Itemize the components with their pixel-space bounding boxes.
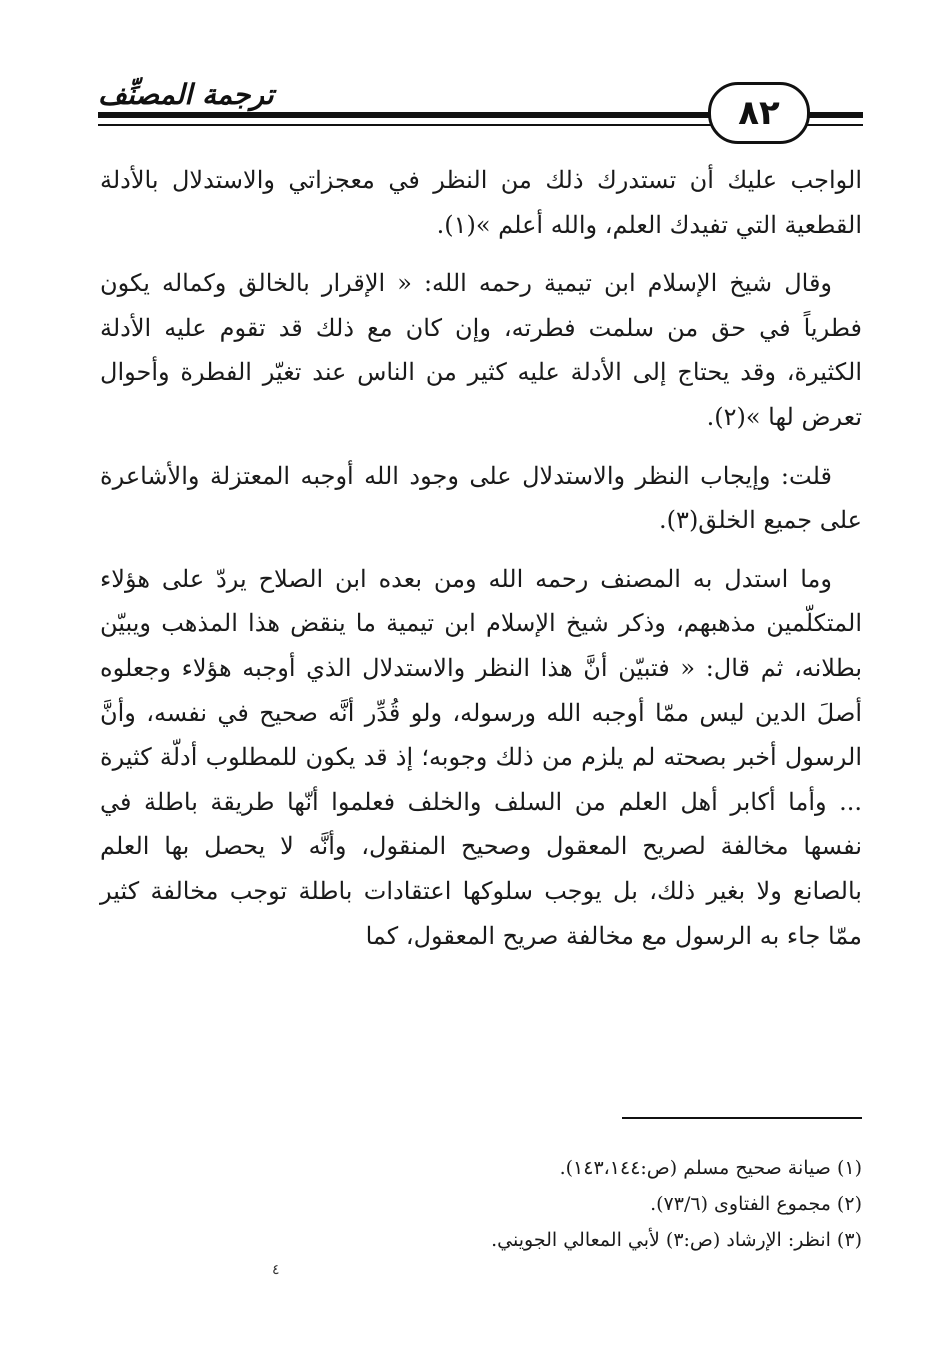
running-title: ترجمة المصنِّف (98, 78, 274, 111)
stray-mark: ٤ (272, 1262, 280, 1278)
footnotes (300, 1150, 862, 1258)
paragraph: قلت: وإيجاب النظر والاستدلال على وجود الله أوجبه المعتزلة والأشاعرة على جميع الخلق(٣). (100, 461, 862, 535)
paragraph: وما استدل به المصنف رحمه الله ومن بعده ابن الصلاح يردّ على هؤلاء المتكلّمين مذهبهم، وذكر شيخ الإسلام ابن تيمية ما ينقض هذا المذهب ويبيّن بطلانه، ثم قال: « فتبيّن أنَّ هذا النظر والاستدلال الذي أوجبه هؤلاء وجعلوه أصلَ الدين ليس ممّا أوجبه الله ورسوله، ولو قُدِّر أنَّه صحيح في نفسه، وأنَّ الرسول أخبر بصحته لم يلزم من ذلك وجوبه؛ إذ قد يكون للمطلوب أدلّة كثيرة ... وأما أكابر أهل العلم من السلف والخلف فعلموا أنّها طريقة باطلة في نفسها مخالفة لصريح المعقول وصحيح المنقول، وأنَّه لا يحصل بها العلم بالصانع ولا بغير ذلك، بل يوجب سلوكها اعتقادات باطلة توجب مخالفة كثير ممّا جاء به الرسول مع مخالفة صريح المعقول، كما (100, 564, 862, 950)
page-header (98, 70, 863, 150)
footnote-item: (٣) انظر: الإرشاد (ص:٣) لأبي المعالي الجويني. (491, 1229, 862, 1251)
paragraph: وقال شيخ الإسلام ابن تيمية رحمه الله: « الإقرار بالخالق وكماله يكون فطرياً في حق من سلمت فطرته، وإن كان مع ذلك قد تقوم عليه الأدلة الكثيرة، وقد يحتاج إلى الأدلة عليه كثير من الناس عند تغيّر الفطرة وأحوال تعرض لها »(٢). (100, 269, 863, 431)
footnote-separator (622, 1117, 862, 1119)
main-text (100, 158, 862, 972)
page-number-badge: ٨٢ (708, 82, 810, 144)
paragraph: الواجب عليك أن تستدرك ذلك من النظر في معجزاتي والاستدلال بالأدلة القطعية التي تفيدك العلم، والله أعلم »(١). (100, 166, 862, 239)
footnote-item: (٢) مجموع الفتاوى (٧٣/٦). (650, 1193, 862, 1215)
footnote-item: (١) صيانة صحيح مسلم (ص:١٤٣،١٤٤). (559, 1157, 862, 1179)
